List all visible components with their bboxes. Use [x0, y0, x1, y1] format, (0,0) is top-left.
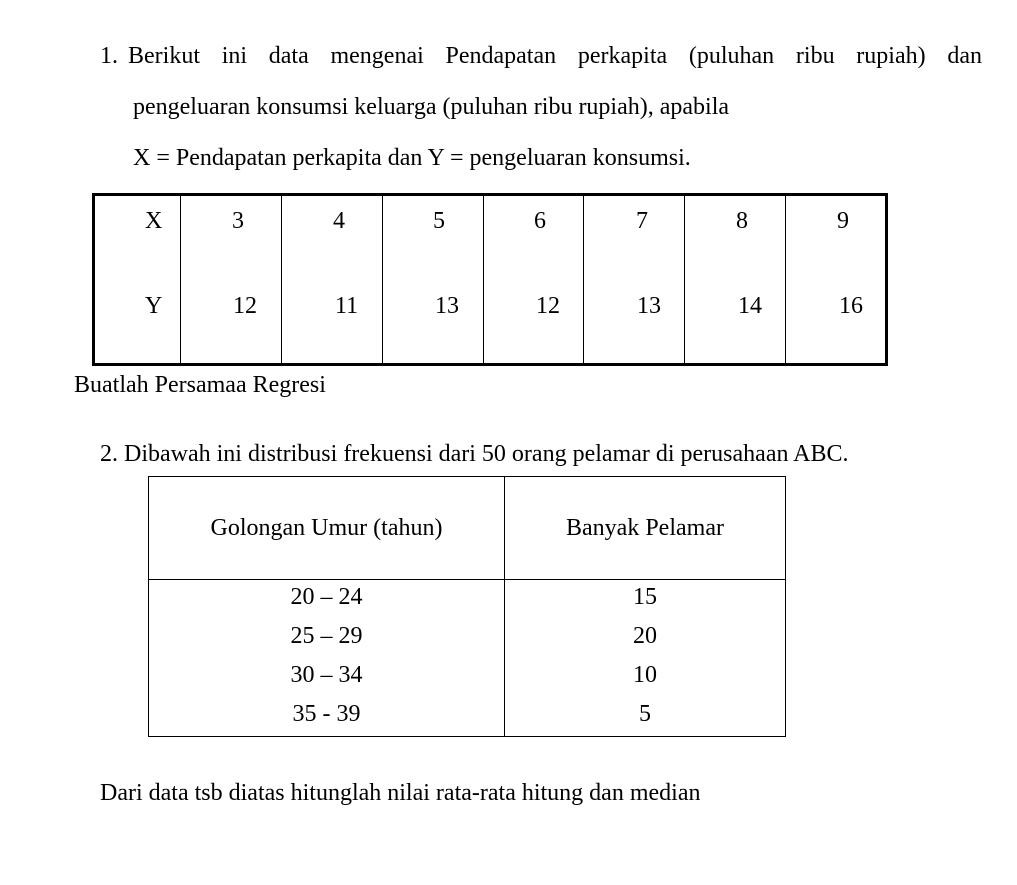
header-age-group: Golongan Umur (tahun)	[210, 515, 443, 541]
applicant-count: 10	[633, 662, 657, 688]
x-row-label: X	[145, 208, 163, 234]
table-divider	[382, 196, 383, 363]
table-divider	[149, 579, 785, 580]
y-value: 11	[335, 293, 359, 319]
frequency-table	[148, 476, 786, 737]
table-divider	[684, 196, 685, 363]
question1-line1-text: Berikut ini data mengenai Pendapatan perkapita (puluhan ribu rupiah) dan	[128, 43, 982, 69]
x-value: 6	[534, 208, 546, 234]
age-range: 25 – 29	[290, 623, 363, 649]
header-applicants: Banyak Pelamar	[566, 515, 724, 541]
age-range: 35 - 39	[292, 701, 361, 727]
y-value: 13	[435, 293, 459, 319]
y-value: 16	[839, 293, 863, 319]
x-value: 4	[333, 208, 345, 234]
question2-text: 2. Dibawah ini distribusi frekuensi dari 50 orang pelamar di perusahaan ABC.	[100, 441, 849, 467]
applicant-count: 20	[633, 623, 657, 649]
x-value: 3	[232, 208, 244, 234]
x-value: 7	[636, 208, 648, 234]
applicant-count: 5	[639, 701, 651, 727]
y-value: 12	[536, 293, 560, 319]
y-value: 12	[233, 293, 257, 319]
table-divider	[785, 196, 786, 363]
x-value: 5	[433, 208, 445, 234]
question1-number: 1.	[100, 43, 118, 69]
table-divider	[583, 196, 584, 363]
question2-instruction: Dari data tsb diatas hitunglah nilai rata-rata hitung dan median	[100, 780, 701, 806]
applicant-count: 15	[633, 584, 657, 610]
y-row-label: Y	[145, 293, 163, 319]
age-range: 20 – 24	[290, 584, 363, 610]
x-value: 9	[837, 208, 849, 234]
y-value: 13	[637, 293, 661, 319]
age-range: 30 – 34	[290, 662, 363, 688]
question1-line1	[100, 41, 982, 71]
question1-line2: pengeluaran konsumsi keluarga (puluhan ribu rupiah), apabila	[133, 94, 730, 120]
question1-instruction: Buatlah Persamaa Regresi	[74, 372, 326, 398]
table-divider	[180, 196, 181, 363]
y-value: 14	[738, 293, 762, 319]
table-divider	[483, 196, 484, 363]
question1-line3: X = Pendapatan perkapita dan Y = pengeluaran konsumsi.	[133, 145, 691, 171]
xy-data-table	[92, 193, 888, 366]
x-value: 8	[736, 208, 748, 234]
table-divider	[281, 196, 282, 363]
